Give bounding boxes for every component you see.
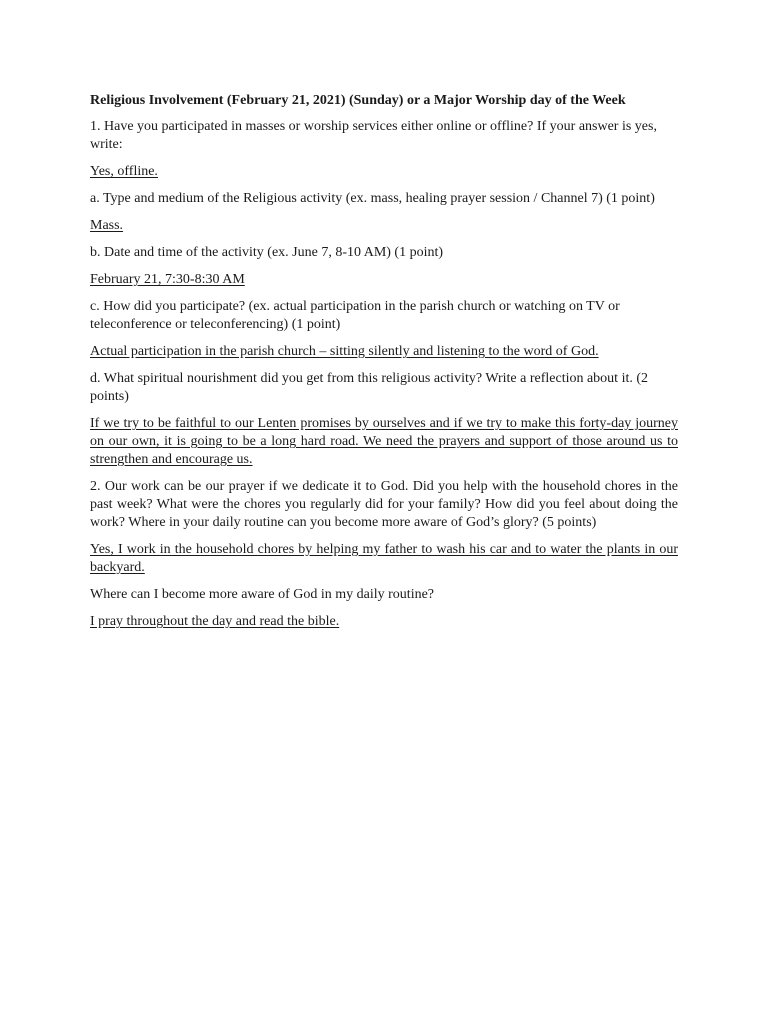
answer-1: Yes, offline. <box>90 164 158 179</box>
document-title: Religious Involvement (February 21, 2021) (Sunday) or a Major Worship day of the Week <box>90 93 626 108</box>
question-2: 2. Our work can be our prayer if we dedicate it to God. Did you help with the household chores in the past week? What were the chores you regularly did for your family? How did you feel about doing the work? Where in your daily routine can you become more aware of God’s glory? (5 points) <box>90 479 678 530</box>
question-3: Where can I become more aware of God in my daily routine? <box>90 587 435 602</box>
answer-c: Actual participation in the parish church – sitting silently and listening to the word of God. <box>90 344 599 359</box>
question-1: 1. Have you participated in masses or worship services either online or offline? If your answer is yes, write: <box>90 119 657 152</box>
answer-b: February 21, 7:30-8:30 AM <box>90 272 245 287</box>
question-b: b. Date and time of the activity (ex. June 7, 8-10 AM) (1 point) <box>90 245 444 260</box>
question-a: a. Type and medium of the Religious activity (ex. mass, healing prayer session / Channel 7) (1 point) <box>90 191 655 206</box>
question-c: c. How did you participate? (ex. actual participation in the parish church or watching on TV or teleconference or teleconferencing) (1 point) <box>90 299 620 332</box>
answer-3: I pray throughout the day and read the bible. <box>90 614 340 629</box>
answer-2: Yes, I work in the household chores by helping my father to wash his car and to water the plants in our backyard. <box>90 542 678 575</box>
answer-a: Mass. <box>90 218 124 233</box>
answer-d: If we try to be faithful to our Lenten promises by ourselves and if we try to make this forty-day journey on our own, it is going to be a long hard road. We need the prayers and support of those around us to strengthen and encourage us. <box>90 416 678 467</box>
question-d: d. What spiritual nourishment did you get from this religious activity? Write a reflection about it. (2 points) <box>90 371 649 404</box>
